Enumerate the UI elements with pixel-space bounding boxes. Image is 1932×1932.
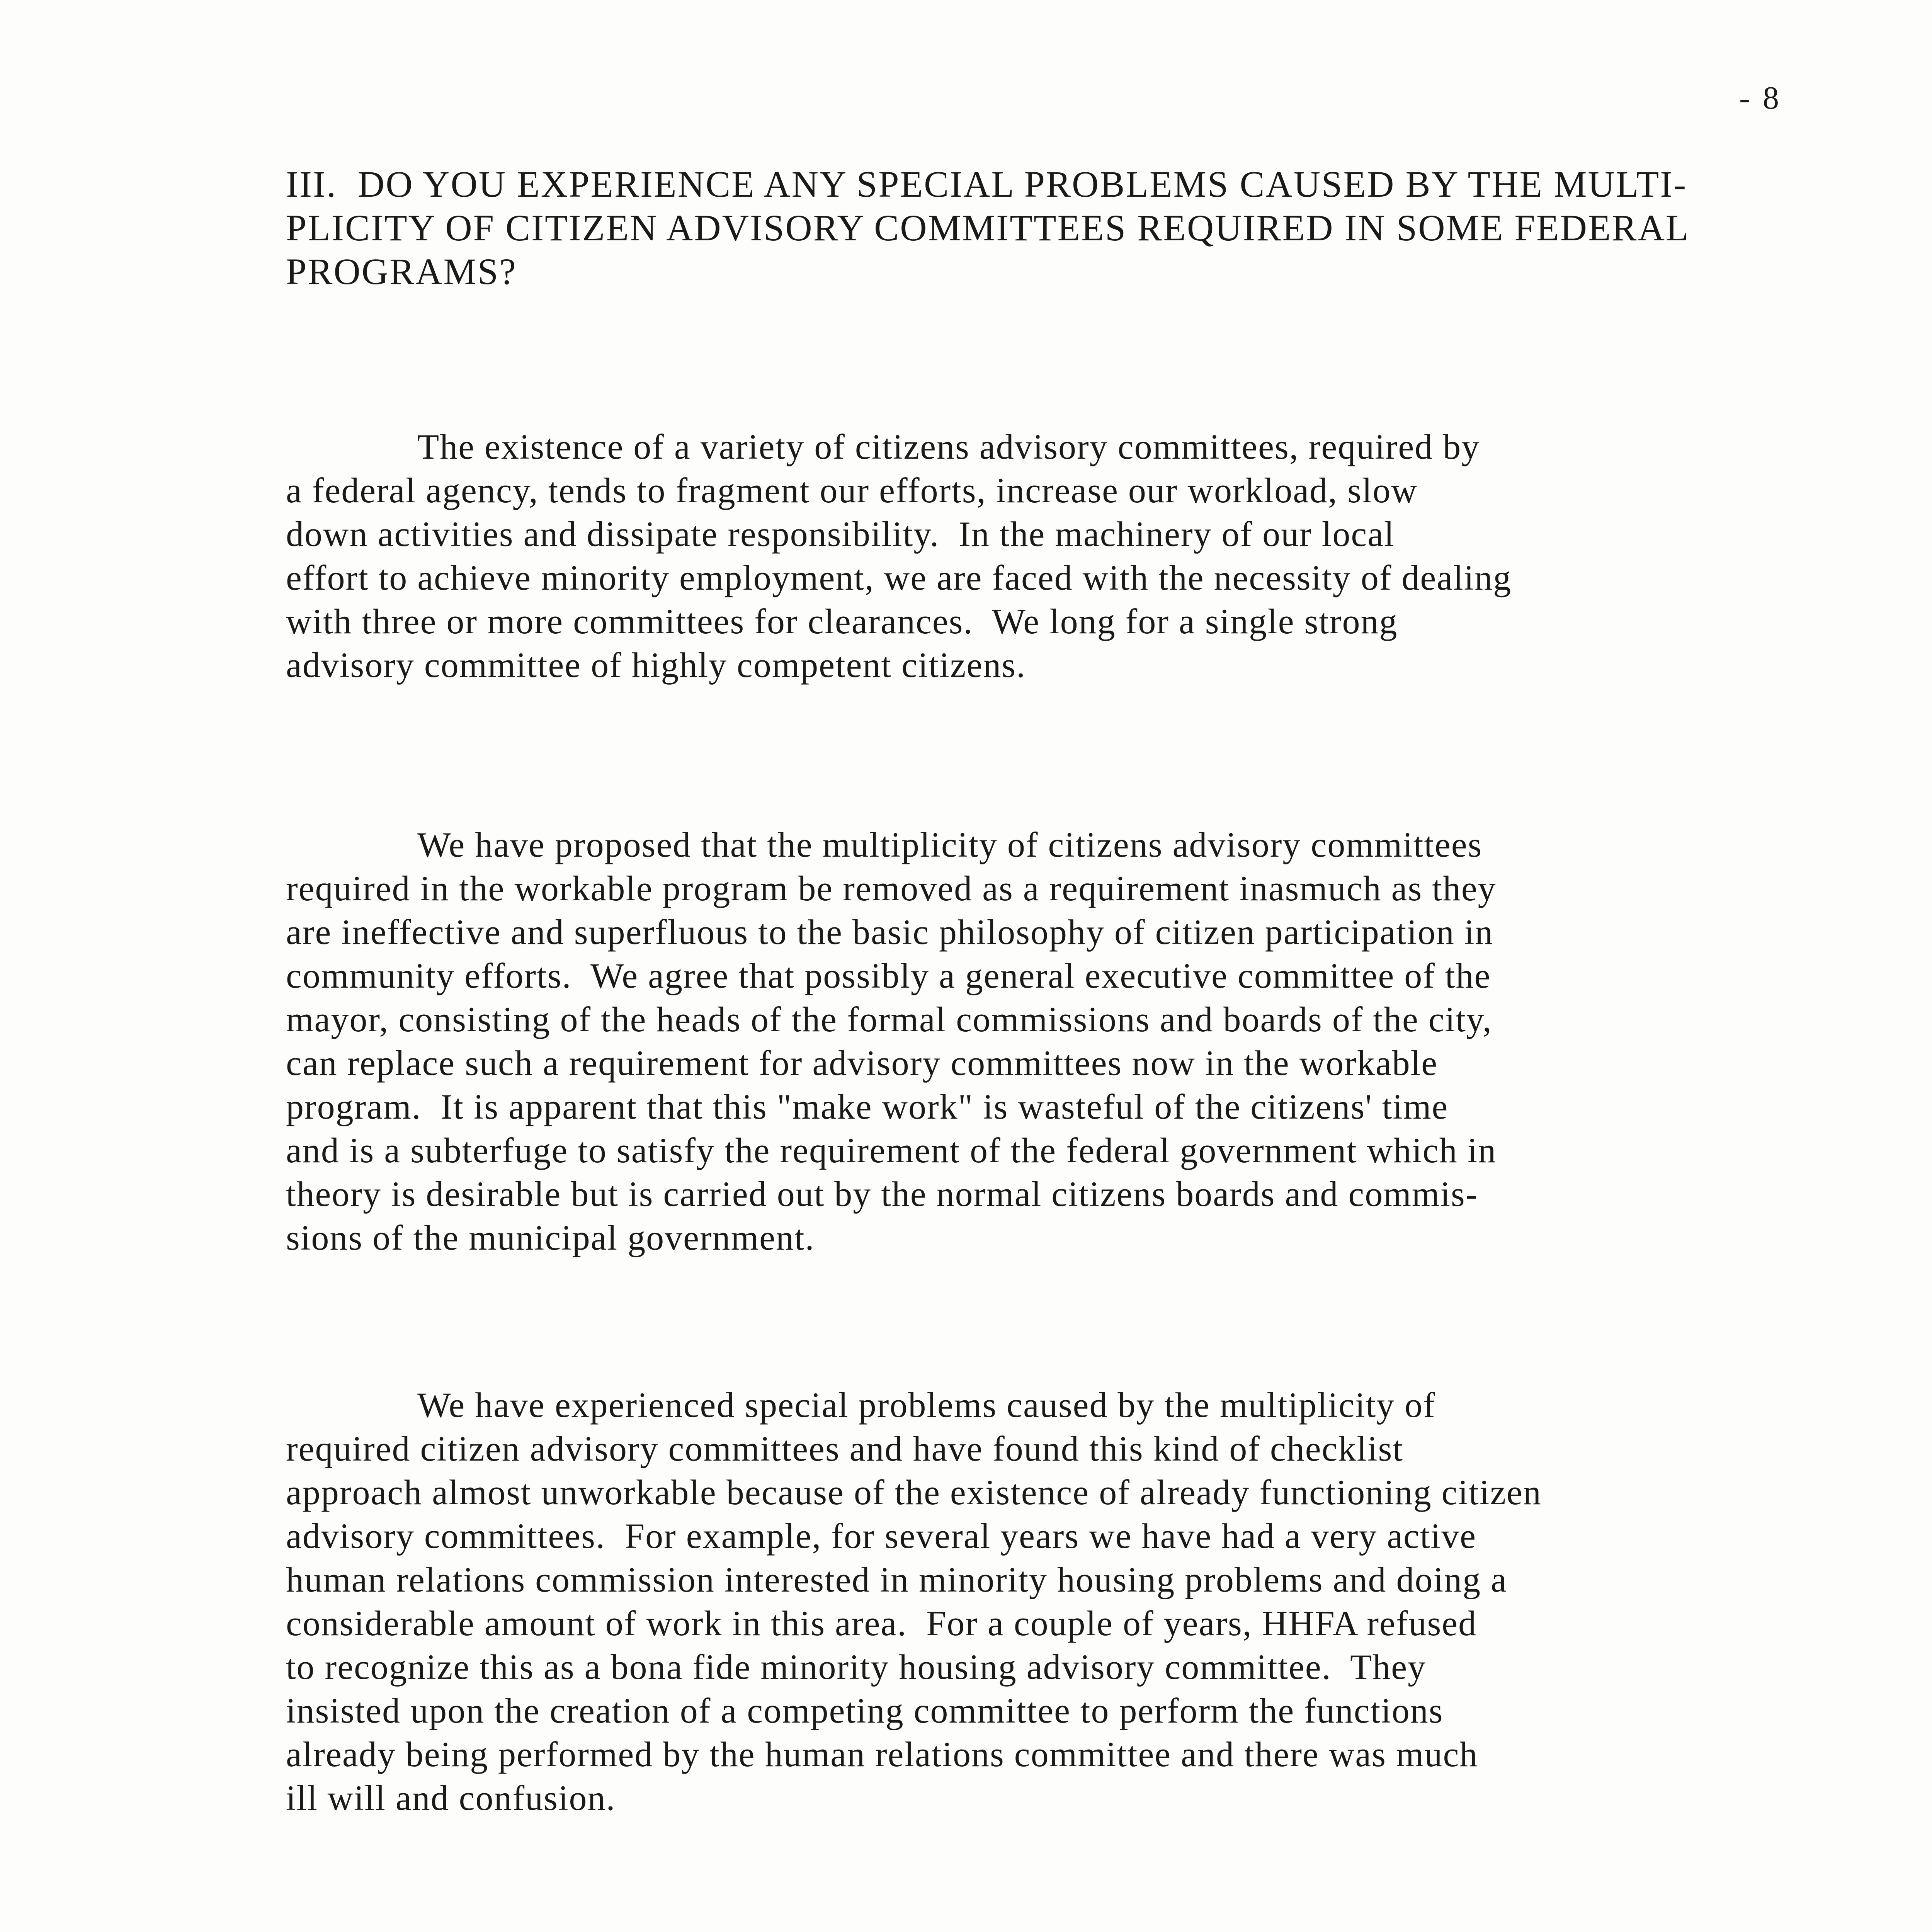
paragraph-line: community efforts. We agree that possibly a general executive committee of the xyxy=(286,956,1491,995)
heading-line: PLICITY OF CITIZEN ADVISORY COMMITTEES REQUIRED IN SOME FEDERAL xyxy=(286,207,1690,248)
section-heading xyxy=(286,162,1801,293)
paragraph-line: mayor, consisting of the heads of the formal commissions and boards of the city, xyxy=(286,1000,1492,1039)
paragraph-line: considerable amount of work in this area. For a couple of years, HHFA refused xyxy=(286,1604,1477,1643)
paragraph-line: down activities and dissipate responsibility. In the machinery of our local xyxy=(286,514,1395,554)
paragraph-line: We have experienced special problems caused by the multiplicity of xyxy=(417,1385,1436,1425)
heading-line: III. DO YOU EXPERIENCE ANY SPECIAL PROBLEMS CAUSED BY THE MULTI- xyxy=(286,163,1687,205)
paragraph-3 xyxy=(286,1383,1816,1820)
paragraph-line: are ineffective and superfluous to the basic philosophy of citizen participation in xyxy=(286,912,1494,952)
paragraph-line: ill will and confusion. xyxy=(286,1778,616,1818)
paragraph-line: and is a subterfuge to satisfy the requirement of the federal government which in xyxy=(286,1131,1497,1170)
paragraph-line: advisory committees. For example, for several years we have had a very active xyxy=(286,1516,1476,1556)
paragraph-line: required in the workable program be removed as a requirement inasmuch as they xyxy=(286,869,1497,908)
heading-line: PROGRAMS? xyxy=(286,251,517,292)
paragraph-line: already being performed by the human relations committee and there was much xyxy=(286,1735,1478,1774)
paragraph-line: effort to achieve minority employment, we are faced with the necessity of dealing xyxy=(286,558,1512,597)
paragraph-line: insisted upon the creation of a competing committee to perform the functions xyxy=(286,1691,1444,1730)
paragraph-line: advisory committee of highly competent citizens. xyxy=(286,645,1026,685)
paragraph-line: The existence of a variety of citizens advisory committees, required by xyxy=(417,427,1480,466)
paragraph-line: theory is desirable but is carried out by the normal citizens boards and commis- xyxy=(286,1174,1478,1214)
paragraph-line: can replace such a requirement for advisory committees now in the workable xyxy=(286,1043,1438,1083)
paragraph-line: program. It is apparent that this "make work" is wasteful of the citizens' time xyxy=(286,1087,1449,1126)
paragraph-1 xyxy=(286,425,1816,687)
paragraph-line: human relations commission interested in minority housing problems and doing a xyxy=(286,1560,1507,1599)
paragraph-line: approach almost unworkable because of the existence of already functioning citizen xyxy=(286,1473,1542,1512)
paragraph-2 xyxy=(286,823,1816,1260)
paragraph-line: with three or more committees for clearances. We long for a single strong xyxy=(286,602,1398,641)
paragraph-line: We have proposed that the multiplicity of citizens advisory committees xyxy=(417,825,1483,864)
page-number: - 8 xyxy=(1739,80,1781,116)
paragraph-line: sions of the municipal government. xyxy=(286,1218,815,1257)
paragraph-line: to recognize this as a bona fide minority housing advisory committee. They xyxy=(286,1647,1427,1687)
paragraph-line: a federal agency, tends to fragment our efforts, increase our workload, slow xyxy=(286,471,1418,510)
paragraph-line: required citizen advisory committees and have found this kind of checklist xyxy=(286,1429,1403,1468)
